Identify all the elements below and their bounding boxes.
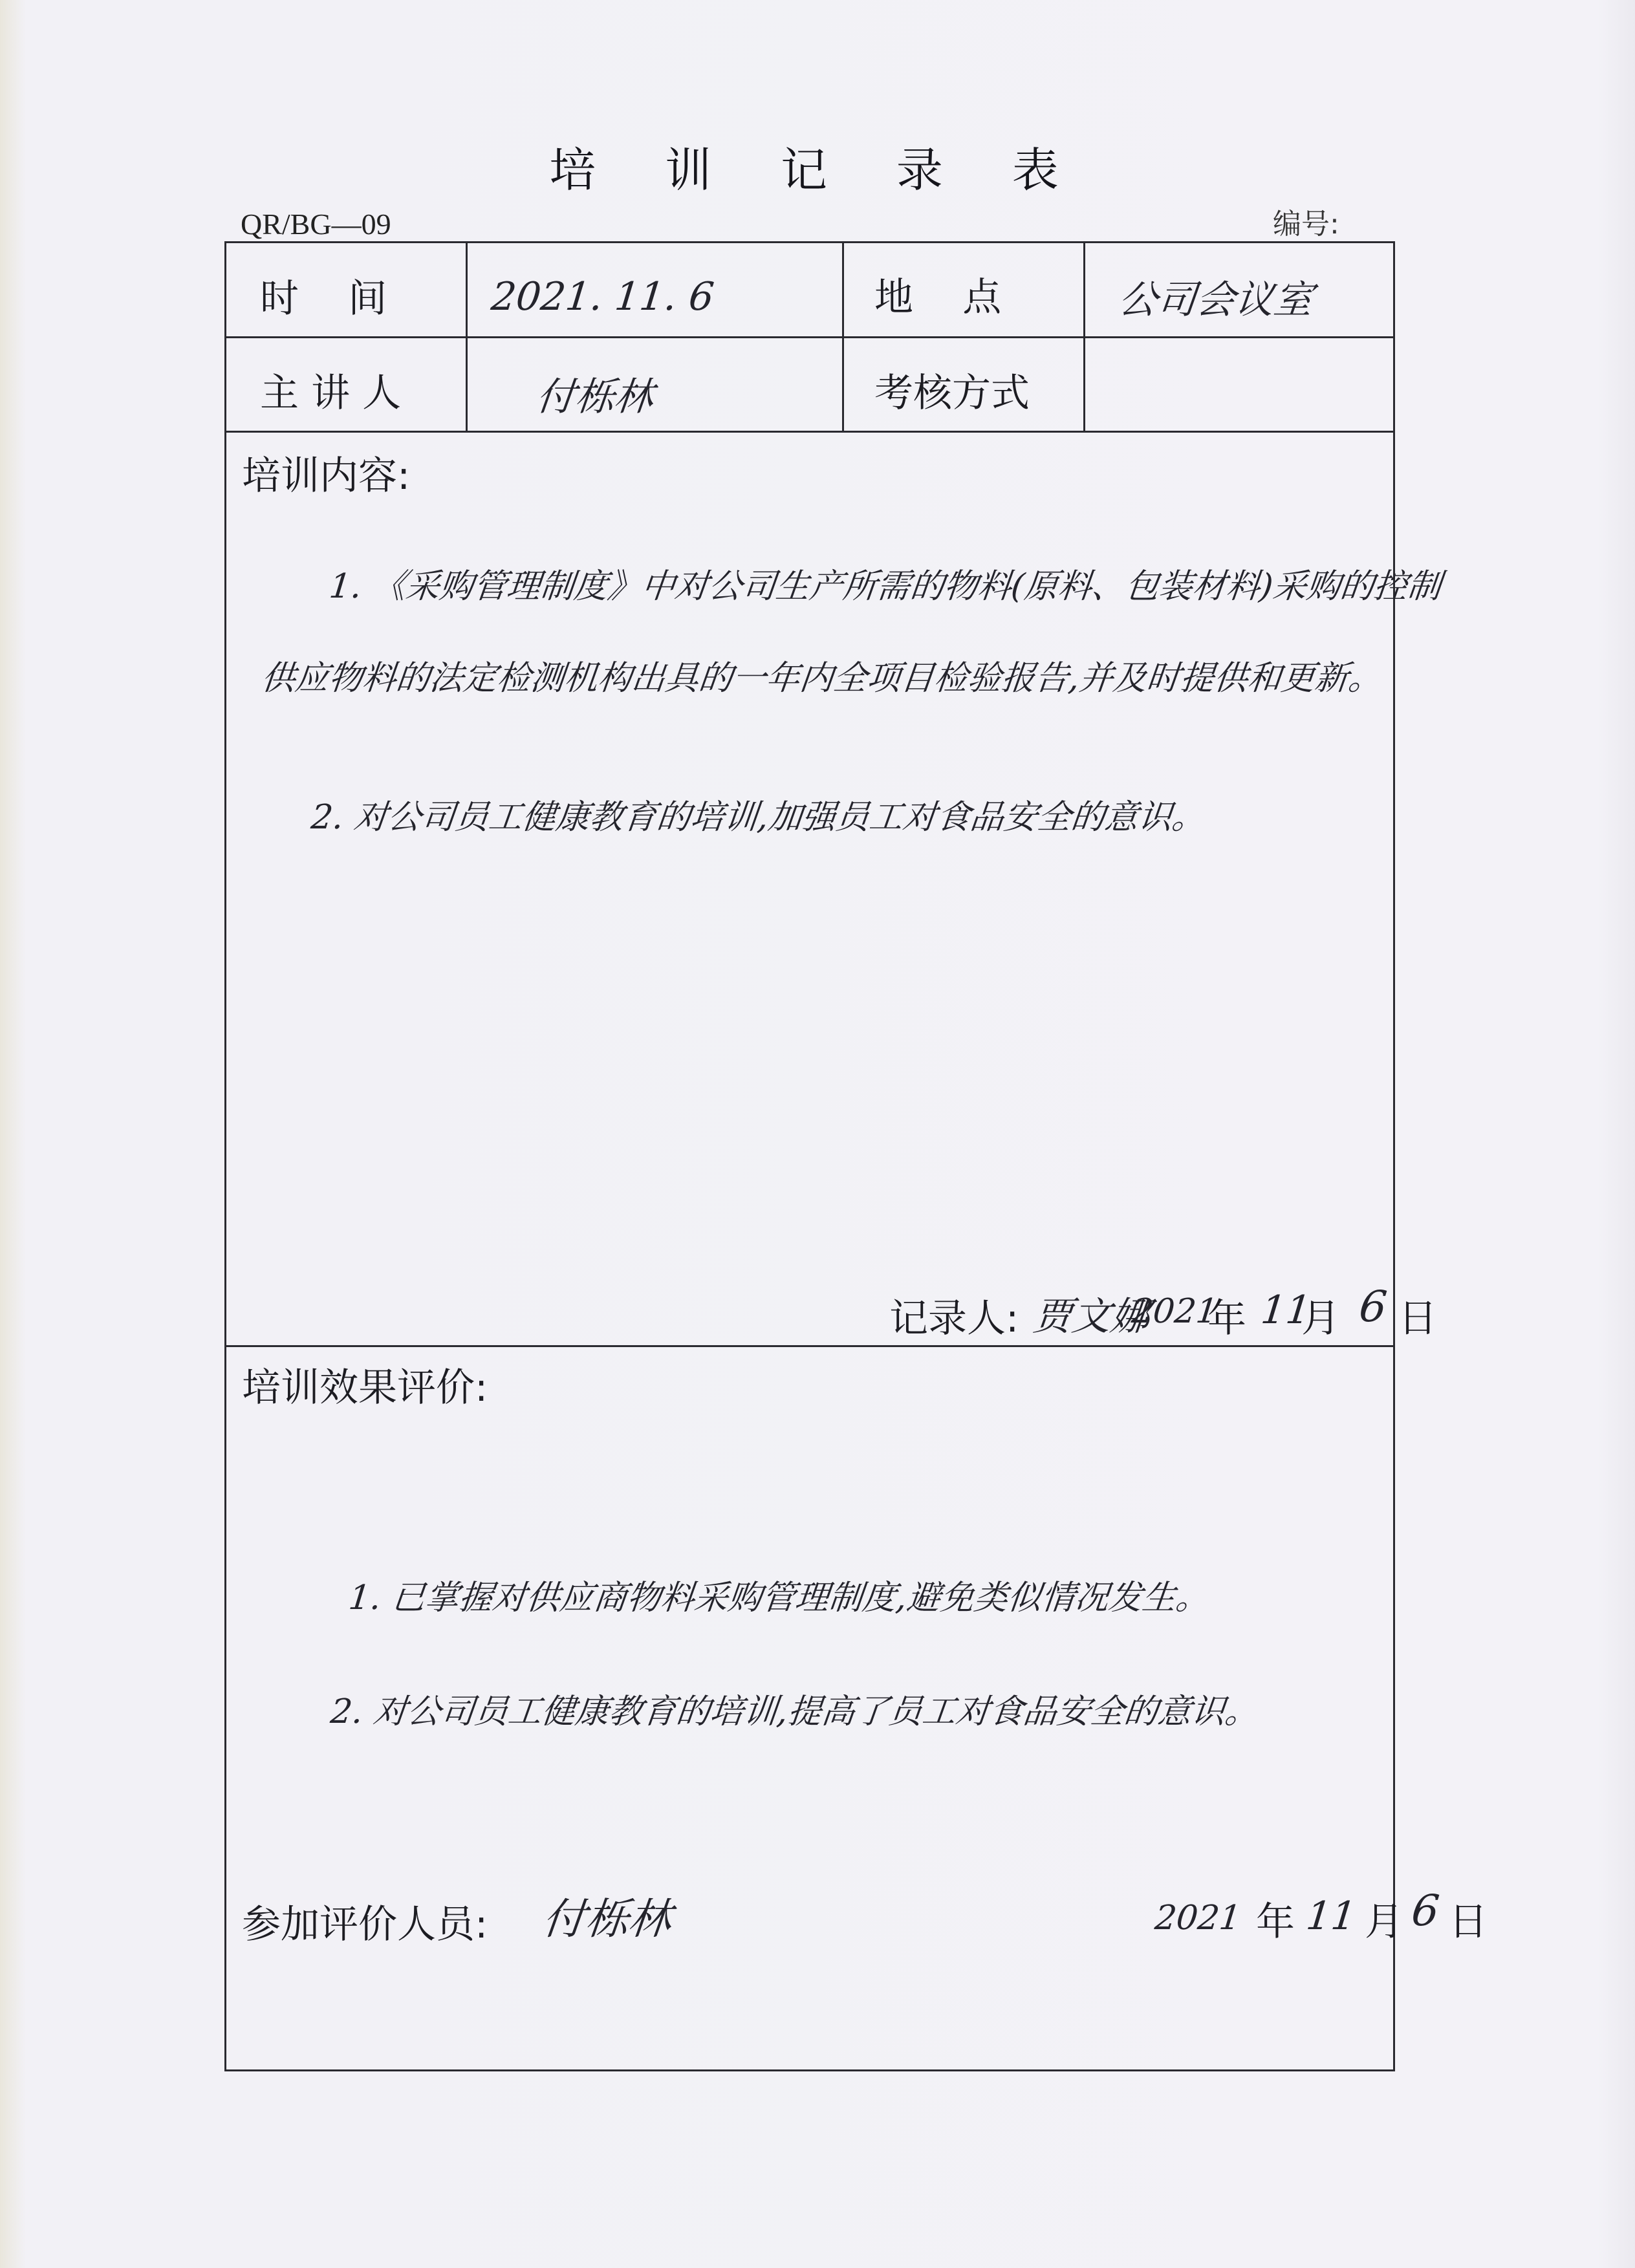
evaluation-label: 培训效果评价: xyxy=(242,1365,488,1410)
serial-number-label: 编号: xyxy=(1273,208,1339,241)
training-record-form xyxy=(224,241,1488,2071)
eval-date-month: 11 xyxy=(1304,1894,1359,1939)
record-date-month-suffix: 月 xyxy=(1301,1296,1340,1341)
speaker-label: 主 讲 人 xyxy=(260,371,402,416)
participants-label: 参加评价人员: xyxy=(242,1902,488,1947)
eval-date-year: 2021 xyxy=(1153,1899,1243,1938)
speaker-value: 付栎林 xyxy=(534,374,656,420)
record-date-year-suffix: 年 xyxy=(1207,1296,1246,1341)
content-item-1-cont: 供应物料的法定检测机构出具的一年内全项目检验报告,并及时提供和更新。 xyxy=(259,659,1385,698)
col-divider-1 xyxy=(466,243,468,431)
recorder-name: 贾文娜 xyxy=(1030,1294,1153,1339)
record-date-year: 2021 xyxy=(1129,1292,1220,1331)
evaluation-item-2: 2. 对公司员工健康教育的培训,提高了员工对食品安全的意识。 xyxy=(329,1692,1261,1731)
eval-date-month-suffix: 月 xyxy=(1365,1899,1403,1945)
row-divider-2 xyxy=(226,431,1393,433)
time-value: 2021. 11. 6 xyxy=(489,274,717,319)
document-title: 培 训 记 录 表 xyxy=(549,143,1086,197)
col-divider-2 xyxy=(842,243,844,431)
eval-date-day-suffix: 日 xyxy=(1449,1899,1488,1945)
record-date-month: 11 xyxy=(1259,1288,1314,1333)
place-value: 公司会议室 xyxy=(1116,277,1316,323)
form-code: QR/BG—09 xyxy=(241,208,391,241)
section-divider xyxy=(226,1345,1393,1347)
content-label: 培训内容: xyxy=(242,453,411,499)
content-item-1: 1. 《采购管理制度》中对公司生产所需的物料(原料、包装材料)采购的控制 xyxy=(327,567,1444,606)
record-date-day: 6 xyxy=(1356,1282,1390,1332)
row-divider-1 xyxy=(226,336,1393,338)
time-label: 时 间 xyxy=(260,276,387,321)
participants-name: 付栎林 xyxy=(540,1894,674,1944)
col-divider-3 xyxy=(1083,243,1085,431)
record-date-day-suffix: 日 xyxy=(1398,1296,1437,1341)
evaluation-item-1: 1. 已掌握对供应商物料采购管理制度,避免类似情况发生。 xyxy=(347,1579,1212,1617)
eval-date-year-suffix: 年 xyxy=(1256,1899,1295,1945)
place-label: 地 点 xyxy=(874,275,1002,320)
assessment-label: 考核方式 xyxy=(874,371,1030,416)
recorder-label: 记录人: xyxy=(889,1296,1019,1341)
content-item-2: 2. 对公司员工健康教育的培训,加强员工对食品安全的意识。 xyxy=(309,798,1208,837)
eval-date-day: 6 xyxy=(1409,1886,1442,1936)
